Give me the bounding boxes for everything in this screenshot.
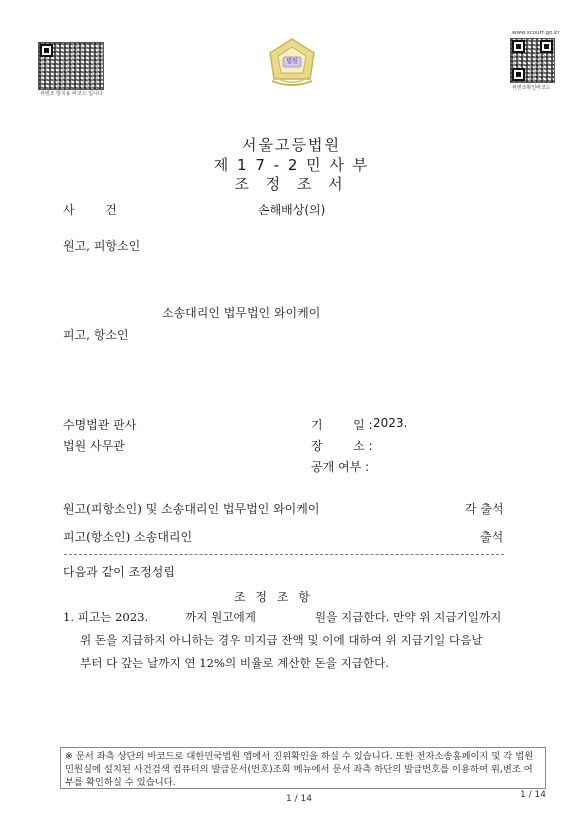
court-emblem-icon [264, 37, 320, 89]
date-value: 2023. [373, 416, 408, 430]
attendance-plaintiff-status: 각 출석 [465, 502, 504, 516]
term-1-line-3: 부터 다 갚는 날까지 연 12%의 비율로 계산한 돈을 지급한다. [80, 656, 390, 670]
judge-label: 수명법관 판사 [63, 418, 137, 432]
section-divider [64, 554, 504, 555]
attendance-defendant-status: 출석 [480, 530, 504, 544]
left-qr-caption: 위변조 방지용 바코드 입니다 [40, 91, 103, 97]
right-qr-caption: 위변조확인바코드 [512, 85, 551, 91]
verification-qr-code-right [510, 38, 555, 83]
place-label: 장 소 : [311, 439, 373, 453]
date-label: 기 일 : [311, 418, 373, 432]
attendance-defendant: 피고(항소인) 소송대리인 [63, 530, 193, 544]
document-type: 조 정 조 서 [234, 175, 349, 193]
page-number-right: 1 / 14 [520, 790, 546, 800]
public-label: 공개 여부 : [311, 460, 370, 474]
verification-qr-code-left [38, 42, 104, 90]
terms-heading: 조 정 조 항 [234, 590, 313, 604]
plaintiff-label: 원고, 피항소인 [63, 239, 141, 253]
authenticity-notice: ※ 문서 좌측 상단의 바코드로 대한민국법원 앱에서 진위확인을 하실 수 있습니다. 또한 전자소송홈페이지 및 각 법원 민원실에 설치된 사건검색 컴퓨터의 발급문서(번호)조회 메뉴에서 문서 좌측 하단의 발급번호를 이용하여 위,변조 여부를 확인하실 수 있습니다. [60, 747, 546, 789]
court-url: www.scourt.go.kr [512, 30, 560, 36]
term-1-line-2: 위 돈을 지급하지 아니하는 경우 미지급 잔액 및 이에 대하여 위 지급기일 다음날 [80, 633, 483, 647]
emblem-label: 법원 [286, 58, 298, 65]
plaintiff-attorney: 소송대리인 법무법인 와이케이 [162, 306, 321, 320]
division-name: 제 1 7 - 2 민 사 부 [213, 156, 370, 174]
page-number-center: 1 / 14 [286, 794, 312, 804]
case-label: 사 건 [63, 203, 117, 217]
clerk-label: 법원 사무관 [63, 439, 125, 453]
defendant-label: 피고, 항소인 [63, 328, 129, 342]
attendance-plaintiff: 원고(피항소인) 및 소송대리인 법무법인 와이케이 [63, 502, 320, 516]
settlement-intro: 다음과 같이 조정성립 [63, 565, 175, 579]
term-1-line-1: 1. 피고는 2023. 까지 원고에게 원을 지급한다. 만약 위 지급기일까지 [63, 610, 502, 624]
court-name: 서울고등법원 [242, 136, 341, 154]
case-value: 손해배상(의) [258, 203, 326, 217]
